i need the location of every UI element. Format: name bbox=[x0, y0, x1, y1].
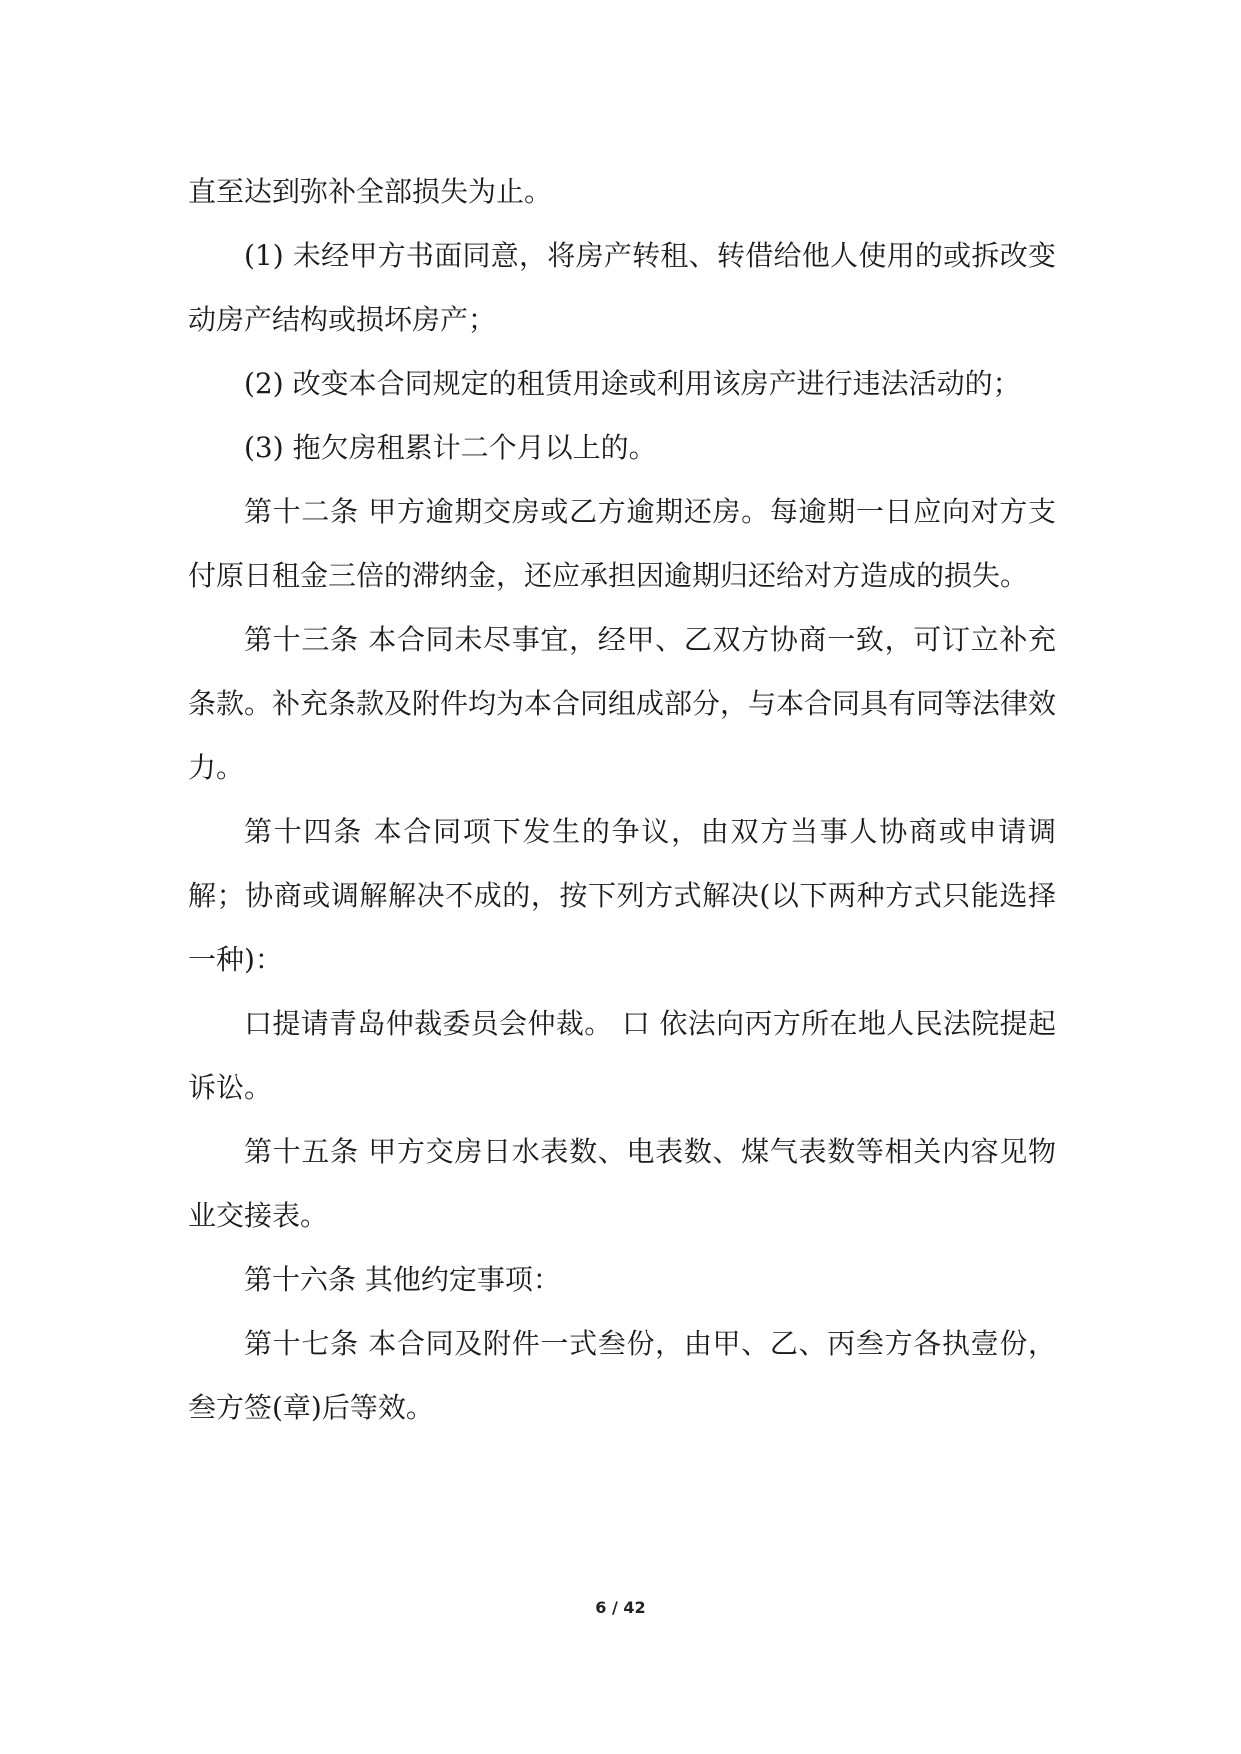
paragraph-article-14: 第十四条 本合同项下发生的争议，由双方当事人协商或申请调解；协商或调解解决不成的，按下列方式解决(以下两种方式只能选择一种)： bbox=[188, 815, 1056, 976]
paragraph-article-12: 第十二条 甲方逾期交房或乙方逾期还房。每逾期一日应向对方支付原日租金三倍的滞纳金，还应承担因逾期归还给对方造成的损失。 bbox=[188, 495, 1056, 592]
paragraph-article-15: 第十五条 甲方交房日水表数、电表数、煤气表数等相关内容见物业交接表。 bbox=[188, 1135, 1056, 1232]
paragraph-article-17: 第十七条 本合同及附件一式叁份，由甲、乙、丙叁方各执壹份，叁方签(章)后等效。 bbox=[188, 1327, 1056, 1424]
paragraph-article-13: 第十三条 本合同未尽事宜，经甲、乙双方协商一致，可订立补充条款。补充条款及附件均为本合同组成部分，与本合同具有同等法律效力。 bbox=[188, 623, 1057, 784]
paragraph-clause-2: (2) 改变本合同规定的租赁用途或利用该房产进行违法活动的； bbox=[244, 367, 1021, 400]
paragraph-continuation: 直至达到弥补全部损失为止。 bbox=[188, 175, 553, 208]
document-body bbox=[188, 160, 1056, 1440]
paragraph-article-16: 第十六条 其他约定事项： bbox=[244, 1263, 561, 1296]
page-number: 6 / 42 bbox=[595, 1598, 646, 1617]
paragraph-clause-1: (1) 未经甲方书面同意，将房产转租、转借给他人使用的或拆改变动房产结构或损坏房产； bbox=[188, 239, 1056, 336]
paragraph-clause-3: (3) 拖欠房租累计二个月以上的。 bbox=[244, 431, 657, 464]
paragraph-dispute-options: 口提请青岛仲裁委员会仲裁。 口 依法向丙方所在地人民法院提起诉讼。 bbox=[188, 1007, 1056, 1104]
